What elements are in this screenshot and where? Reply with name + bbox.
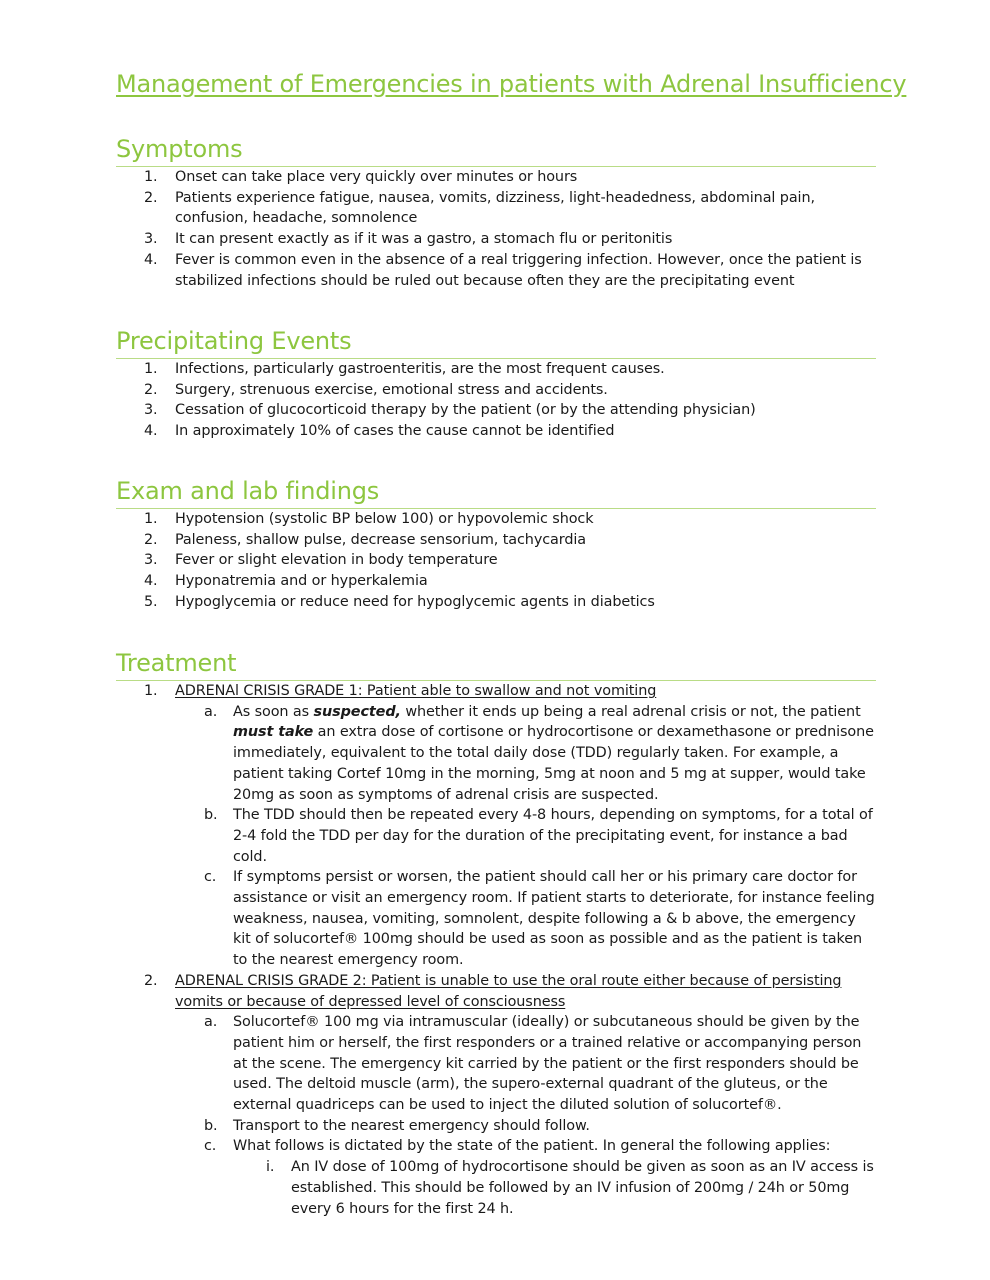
document-title: Management of Emergencies in patients with Adrenal Insufficiency — [116, 70, 907, 98]
item-text: Hypoglycemia or reduce need for hypoglycemic agents in diabetics — [175, 593, 655, 610]
item-letter: a. — [204, 1014, 218, 1031]
list-item — [116, 380, 876, 401]
item-text: Solucortef® 100 mg via intramuscular (ideally) or subcutaneous should be given by the patient him or herself, the first responders or a trained relative or accompanying person at the scene. The emergency kit carried by the patient or the first responders should be used. The deltoid muscle (arm), the supero-external quadrant of the gluteus, or the external quadriceps can be used to inject the diluted solution of solucortef®. — [233, 1014, 862, 1114]
list-item — [116, 1157, 876, 1219]
list-item — [116, 681, 876, 702]
item-number: 2. — [144, 531, 158, 548]
item-number: 4. — [144, 251, 158, 268]
list-item — [116, 1136, 876, 1157]
item-letter: b. — [204, 807, 218, 824]
section-heading: Precipitating Events — [116, 326, 876, 359]
item-text: Patients experience fatigue, nausea, vomits, dizziness, light-headedness, abdominal pain, confusion, headache, somnolence — [175, 189, 815, 227]
section-precipitating-events — [116, 326, 876, 442]
item-text: Hyponatremia and or hyperkalemia — [175, 573, 428, 590]
item-number: 5. — [144, 593, 158, 610]
treatment-list — [116, 681, 876, 1219]
item-text: Transport to the nearest emergency should follow. — [233, 1117, 590, 1134]
list-item — [116, 571, 876, 592]
symptoms-list — [116, 167, 876, 291]
list-item — [116, 1012, 876, 1116]
item-text: Onset can take place very quickly over minutes or hours — [175, 169, 578, 185]
section-exam-lab-findings — [116, 476, 876, 613]
item-text: whether it ends up being a real adrenal crisis or not, the patient — [400, 703, 861, 720]
list-item — [116, 550, 876, 571]
section-symptoms — [116, 134, 876, 291]
section-heading: Treatment — [116, 648, 876, 681]
emphasis-text: suspected, — [313, 703, 401, 720]
item-text: What follows is dictated by the state of the patient. In general the following applies: — [233, 1138, 831, 1155]
list-item — [116, 805, 876, 867]
item-text: Hypotension (systolic BP below 100) or hypovolemic shock — [175, 511, 594, 527]
item-letter: a. — [204, 703, 218, 720]
item-text: an extra dose of cortisone or hydrocortisone or dexamethasone or prednisone immediately, equivalent to the total daily dose (TDD) regularly taken. For example, a patient taking Cortef 10mg in the morning, 5mg at noon and 5 mg at supper, would take 20mg as soon as symptoms of adrenal crisis are suspected. — [233, 724, 874, 803]
item-letter: b. — [204, 1117, 218, 1134]
item-text: As soon as — [233, 703, 314, 720]
item-letter: c. — [204, 1138, 217, 1155]
list-item — [116, 359, 876, 380]
list-item — [116, 167, 876, 188]
item-letter: c. — [204, 869, 217, 886]
item-text: It can present exactly as if it was a gastro, a stomach flu or peritonitis — [175, 231, 673, 248]
section-treatment — [116, 648, 876, 1219]
list-item — [116, 229, 876, 250]
item-text: Cessation of glucocorticoid therapy by the patient (or by the attending physician) — [175, 402, 756, 419]
item-number: 2. — [144, 972, 158, 989]
list-item — [116, 592, 876, 613]
item-text: Infections, particularly gastroenteritis, are the most frequent causes. — [175, 361, 665, 377]
item-number: 1. — [144, 169, 158, 185]
item-text: In approximately 10% of cases the cause cannot be identified — [175, 423, 615, 440]
item-number: 1. — [144, 361, 158, 377]
item-text: Fever or slight elevation in body temperature — [175, 552, 498, 569]
item-text: An IV dose of 100mg of hydrocortisone should be given as soon as an IV access is established. This should be followed by an IV infusion of 200mg / 24h or 50mg every 6 hours for the first 24 h. — [291, 1159, 874, 1217]
grade1-label: ADRENAl CRISIS GRADE 1: Patient able to swallow and not vomiting — [175, 683, 657, 699]
item-number: 1. — [144, 511, 158, 527]
item-number: 3. — [144, 231, 158, 248]
list-item — [116, 421, 876, 442]
list-item — [116, 250, 876, 291]
item-number: 4. — [144, 573, 158, 590]
section-heading: Exam and lab findings — [116, 476, 876, 509]
item-number: 1. — [144, 683, 158, 699]
list-item — [116, 530, 876, 551]
item-number: 3. — [144, 402, 158, 419]
item-number: 2. — [144, 381, 158, 398]
item-text: Surgery, strenuous exercise, emotional stress and accidents. — [175, 381, 608, 398]
list-item — [116, 400, 876, 421]
section-heading: Symptoms — [116, 134, 876, 167]
emphasis-text: must take — [233, 724, 314, 741]
exam-list — [116, 509, 876, 613]
list-item — [116, 867, 876, 971]
item-text: Paleness, shallow pulse, decrease sensorium, tachycardia — [175, 531, 586, 548]
list-item — [116, 509, 876, 530]
item-number: 4. — [144, 423, 158, 440]
list-item — [116, 702, 876, 806]
item-number: 3. — [144, 552, 158, 569]
item-number: 2. — [144, 189, 158, 206]
list-item — [116, 1116, 876, 1137]
list-item — [116, 971, 876, 1012]
precipitating-list — [116, 359, 876, 442]
item-text: The TDD should then be repeated every 4-8 hours, depending on symptoms, for a total of 2-4 fold the TDD per day for the duration of the precipitating event, for instance a bad cold. — [233, 807, 873, 865]
item-text: Fever is common even in the absence of a real triggering infection. However, once the patient is stabilized infections should be ruled out because often they are the precipitating event — [175, 251, 862, 289]
item-roman: i. — [266, 1159, 275, 1176]
list-item — [116, 188, 876, 229]
item-text: If symptoms persist or worsen, the patient should call her or his primary care doctor for assistance or visit an emergency room. If patient starts to deteriorate, for instance feeling weakness, nausea, vomiting, somnolent, despite following a & b above, the emergency kit of solucortef® 100mg should be used as soon as possible and as the patient is taken to the nearest emergency room. — [233, 869, 875, 969]
grade2-label: ADRENAL CRISIS GRADE 2: Patient is unable to use the oral route either because of persisting vomits or because of depressed level of consciousness — [175, 972, 842, 1010]
